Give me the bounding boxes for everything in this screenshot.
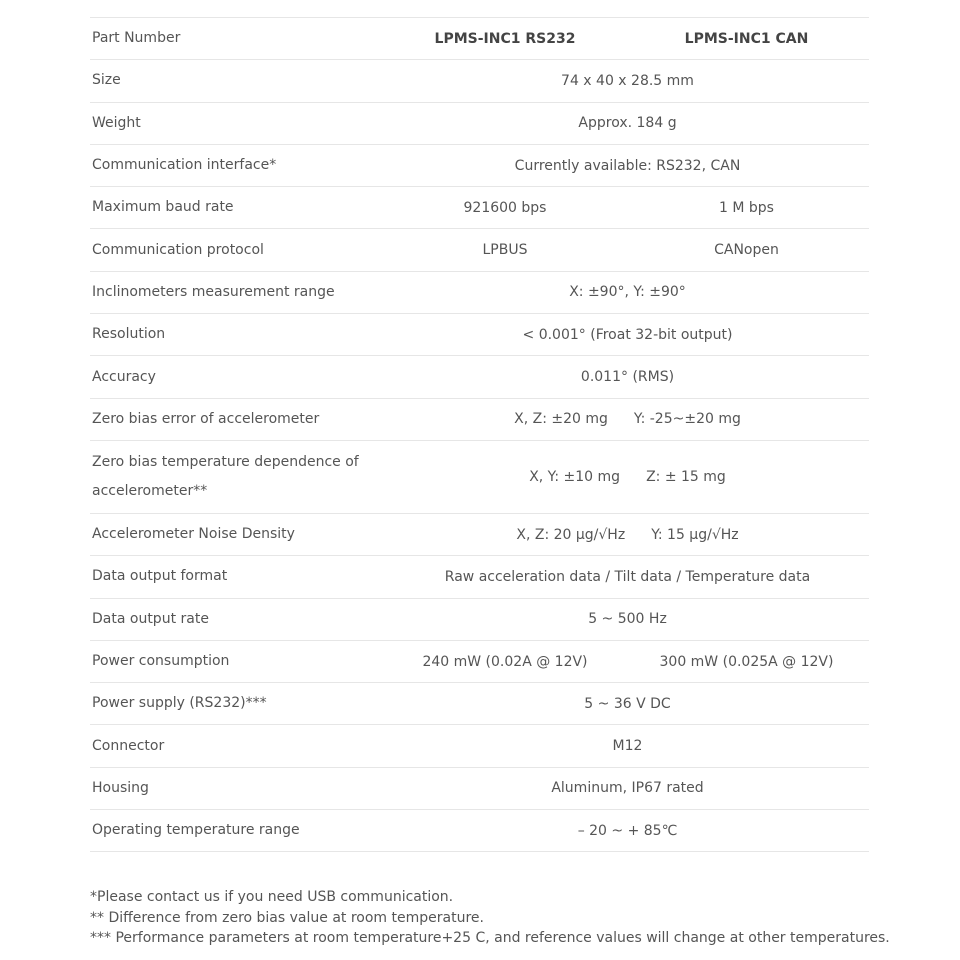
row-value-part: X, Z: 20 µg/√Hz xyxy=(516,526,626,543)
row-label: Accelerometer Noise Density xyxy=(92,526,295,543)
row-value-part: Y: -25~±20 mg xyxy=(633,411,741,428)
row-label: Zero bias error of accelerometer xyxy=(92,410,320,427)
row-label: Communication interface* xyxy=(92,157,277,174)
row-values xyxy=(386,200,869,216)
table-row-output-rate xyxy=(90,599,869,641)
row-value xyxy=(386,469,869,485)
header-values xyxy=(386,31,869,47)
row-value-part: X, Y: ±10 mg xyxy=(529,468,621,485)
row-value: < 0.001° (Froat 32-bit output) xyxy=(522,326,733,343)
row-label: Size xyxy=(92,72,121,89)
header-col-rs232: LPMS-INC1 RS232 xyxy=(434,30,576,47)
table-row-weight xyxy=(90,103,869,145)
table-row-zero-bias xyxy=(90,399,869,441)
table-row-size xyxy=(90,60,869,102)
table-row-power xyxy=(90,641,869,683)
table-header-row xyxy=(90,18,869,60)
row-value-part: X, Z: ±20 mg xyxy=(514,411,608,428)
row-label: Accuracy xyxy=(92,368,156,385)
table-row-op-temp xyxy=(90,810,869,852)
table-row-protocol xyxy=(90,229,869,271)
row-value: 5 ~ 500 Hz xyxy=(588,611,667,628)
row-value-can: 1 M bps xyxy=(719,199,774,216)
row-value: Aluminum, IP67 rated xyxy=(551,780,704,797)
table-row-resolution xyxy=(90,314,869,356)
row-value: Approx. 184 g xyxy=(578,115,677,132)
table-row-range xyxy=(90,272,869,314)
row-label: Maximum baud rate xyxy=(92,199,234,216)
spec-table xyxy=(90,17,869,852)
footnote-usb: *Please contact us if you need USB communication. xyxy=(90,889,454,905)
row-label: Power supply (RS232)*** xyxy=(92,695,267,712)
row-label: Resolution xyxy=(92,326,166,343)
footnotes xyxy=(90,887,950,949)
row-value-rs232: 240 mW (0.02A @ 12V) xyxy=(422,653,588,670)
row-value: M12 xyxy=(612,738,643,755)
table-row-zero-bias-temp xyxy=(90,441,869,514)
row-value-rs232: 921600 bps xyxy=(463,199,547,216)
row-value: 0.011° (RMS) xyxy=(580,369,675,386)
row-value-part: Z: ± 15 mg xyxy=(646,468,726,485)
header-label: Part Number xyxy=(92,30,181,47)
row-value-can: CANopen xyxy=(714,242,779,259)
row-label: Housing xyxy=(92,779,149,796)
row-label: Inclinometers measurement range xyxy=(92,283,335,300)
table-row-housing xyxy=(90,768,869,810)
table-row-supply xyxy=(90,683,869,725)
header-col-can: LPMS-INC1 CAN xyxy=(684,30,809,47)
table-row-connector xyxy=(90,725,869,767)
table-row-noise xyxy=(90,514,869,556)
row-value xyxy=(386,411,869,427)
row-value: Currently available: RS232, CAN xyxy=(514,157,741,174)
row-value: Raw acceleration data / Tilt data / Temperature data xyxy=(444,568,811,585)
row-values xyxy=(386,654,869,670)
row-label: Weight xyxy=(92,114,141,131)
row-value-rs232: LPBUS xyxy=(482,242,528,259)
row-value: 74 x 40 x 28.5 mm xyxy=(561,72,694,89)
row-label: Power consumption xyxy=(92,653,230,669)
table-row-baud xyxy=(90,187,869,229)
row-values xyxy=(386,242,869,258)
row-value-part: Y: 15 µg/√Hz xyxy=(651,526,739,543)
row-label: Zero bias temperature dependence of accelerometer** xyxy=(92,453,359,499)
row-label: Data output format xyxy=(92,568,228,585)
footnote-temperature: *** Performance parameters at room temperature+25 C, and reference values will change at other temperatures. xyxy=(90,930,890,946)
table-row-output-format xyxy=(90,556,869,598)
row-value: 5 ~ 36 V DC xyxy=(584,695,671,712)
footnote-zero-bias: ** Difference from zero bias value at room temperature. xyxy=(90,909,484,926)
row-label: Operating temperature range xyxy=(92,822,300,839)
row-label: Communication protocol xyxy=(92,241,264,258)
row-label: Data output rate xyxy=(92,610,209,627)
table-row-accuracy xyxy=(90,356,869,398)
table-row-interface xyxy=(90,145,869,187)
row-value: – 20 ~ + 85℃ xyxy=(577,822,678,839)
row-value: X: ±90°, Y: ±90° xyxy=(569,284,686,301)
row-value xyxy=(386,527,869,543)
row-label: Connector xyxy=(92,737,165,754)
row-value-can: 300 mW (0.025A @ 12V) xyxy=(659,653,834,670)
